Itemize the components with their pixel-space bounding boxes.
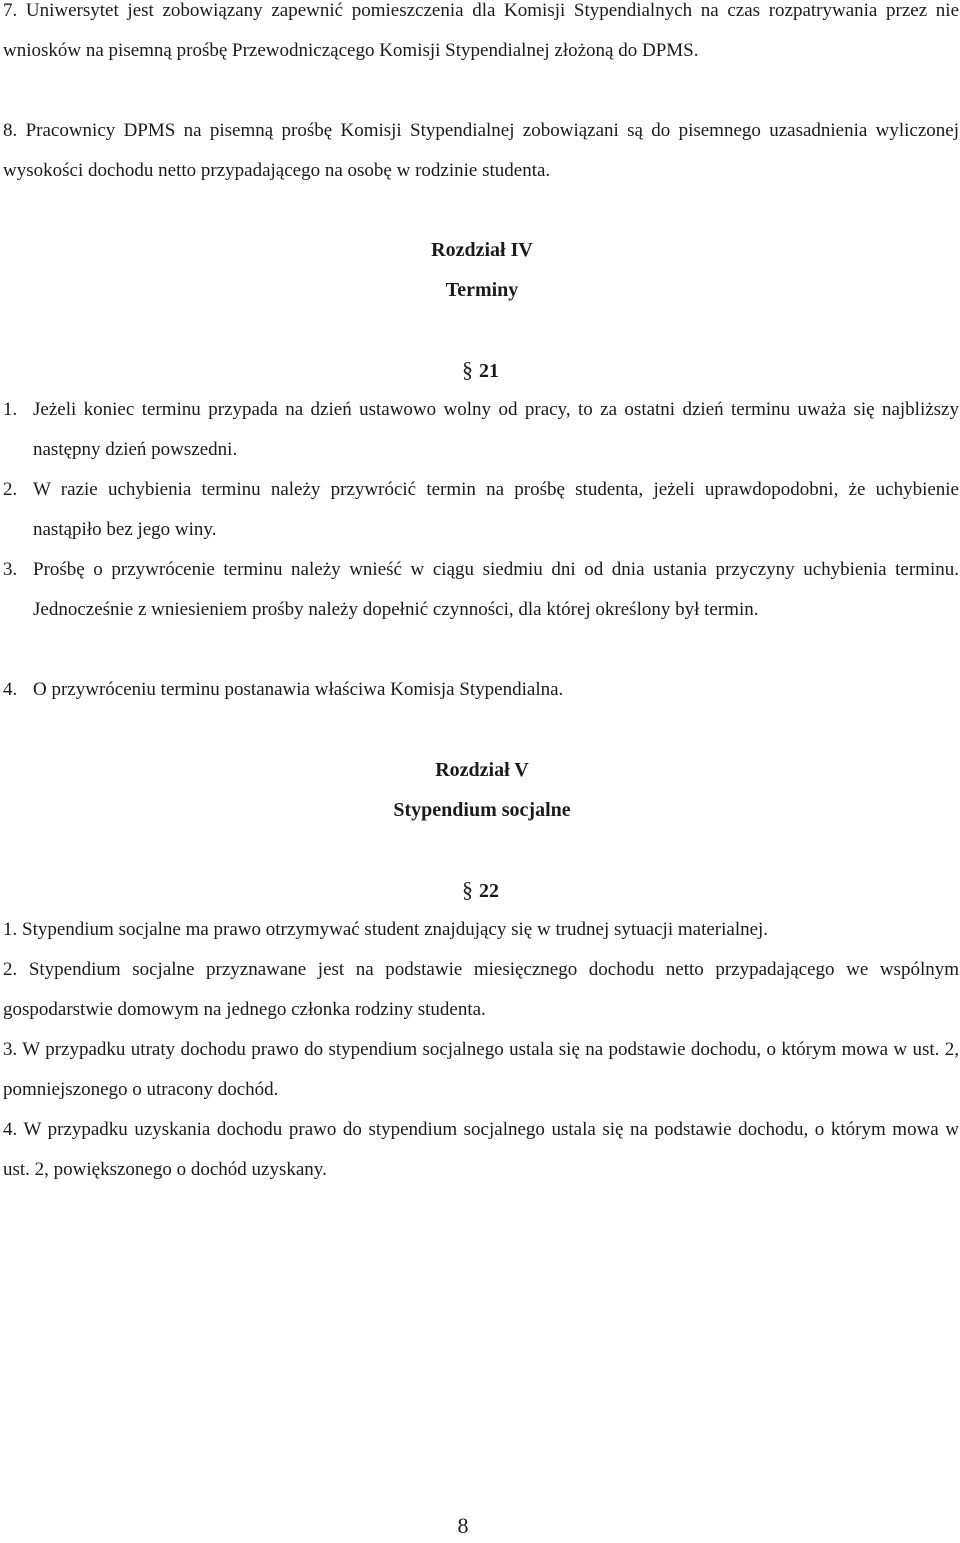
section-22-item-2 (3, 950, 959, 1030)
section-21-number: 21 (479, 360, 499, 382)
item-number: 4. (3, 1119, 18, 1140)
item-number: 2. (3, 959, 18, 980)
chapter-4-title: Rozdział IV (431, 239, 533, 261)
item-text: Jeżeli koniec terminu przypada na dzień ustawowo wolny od pracy, to za ostatni dzień terminu uważa się najbliższy następny dzień powszedni. (33, 399, 959, 460)
item-text: W przypadku uzyskania dochodu prawo do stypendium socjalnego ustala się na podstawie dochodu, o którym mowa w ust. 2, powiększonego o dochód uzyskany. (3, 1119, 959, 1180)
chapter-5-title: Rozdział V (435, 759, 529, 781)
paragraph-8-text: Pracownicy DPMS na pisemną prośbę Komisji Stypendialnej zobowiązani są do pisemnego uzasadnienia wyliczonej wysokości dochodu netto przypadającego na osobę w rodzinie studenta. (3, 120, 959, 181)
section-22-item-3 (3, 1030, 959, 1110)
section-symbol: § (462, 877, 473, 902)
item-number: 3. (3, 559, 18, 580)
item-number: 1. (3, 919, 18, 940)
item-text: Stypendium socjalne przyznawane jest na podstawie miesięcznego dochodu netto przypadającego we wspólnym gospodarstwie domowym na jednego członka rodziny studenta. (3, 959, 959, 1020)
paragraph-8-number: 8. (3, 120, 18, 141)
section-21-item-3 (3, 550, 959, 630)
section-21-item-4 (3, 670, 959, 710)
section-22-number: 22 (479, 880, 499, 902)
section-22-item-4 (3, 1110, 959, 1190)
paragraph-8 (3, 111, 959, 191)
item-number: 1. (3, 399, 18, 420)
item-text: W przypadku utraty dochodu prawo do stypendium socjalnego ustala się na podstawie dochodu, o którym mowa w ust. 2, pomniejszonego o utracony dochód. (3, 1039, 959, 1100)
item-text: W razie uchybienia terminu należy przywrócić termin na prośbę studenta, jeżeli uprawdopodobni, że uchybienie nastąpiło bez jego winy. (33, 479, 959, 540)
item-number: 3. (3, 1039, 18, 1060)
paragraph-7 (3, 0, 959, 71)
item-text: Stypendium socjalne ma prawo otrzymywać student znajdujący się w trudnej sytuacji materialnej. (22, 919, 769, 940)
section-21-item-1 (3, 390, 959, 470)
section-21-item-2 (3, 470, 959, 550)
chapter-5-subtitle: Stypendium socjalne (393, 799, 571, 821)
item-number: 4. (3, 679, 18, 700)
paragraph-7-number: 7. (3, 0, 18, 21)
section-22-heading (462, 870, 499, 911)
item-text: Prośbę o przywrócenie terminu należy wnieść w ciągu siedmiu dni od dnia ustania przyczyny uchybienia terminu. Jednocześnie z wniesieniem prośby należy dopełnić czynności, dla której określony był termin. (33, 559, 959, 620)
section-22-item-1 (3, 910, 959, 950)
paragraph-7-text: Uniwersytet jest zobowiązany zapewnić pomieszczenia dla Komisji Stypendialnych na czas rozpatrywania przez nie wniosków na pisemną prośbę Przewodniczącego Komisji Stypendialnej złożoną do DPMS. (3, 0, 960, 61)
page-number: 8 (457, 1513, 469, 1538)
item-text: O przywróceniu terminu postanawia właściwa Komisja Stypendialna. (33, 679, 564, 700)
chapter-4-subtitle: Terminy (445, 279, 519, 301)
section-symbol: § (462, 357, 473, 382)
section-21-heading (462, 350, 499, 391)
item-number: 2. (3, 479, 18, 500)
